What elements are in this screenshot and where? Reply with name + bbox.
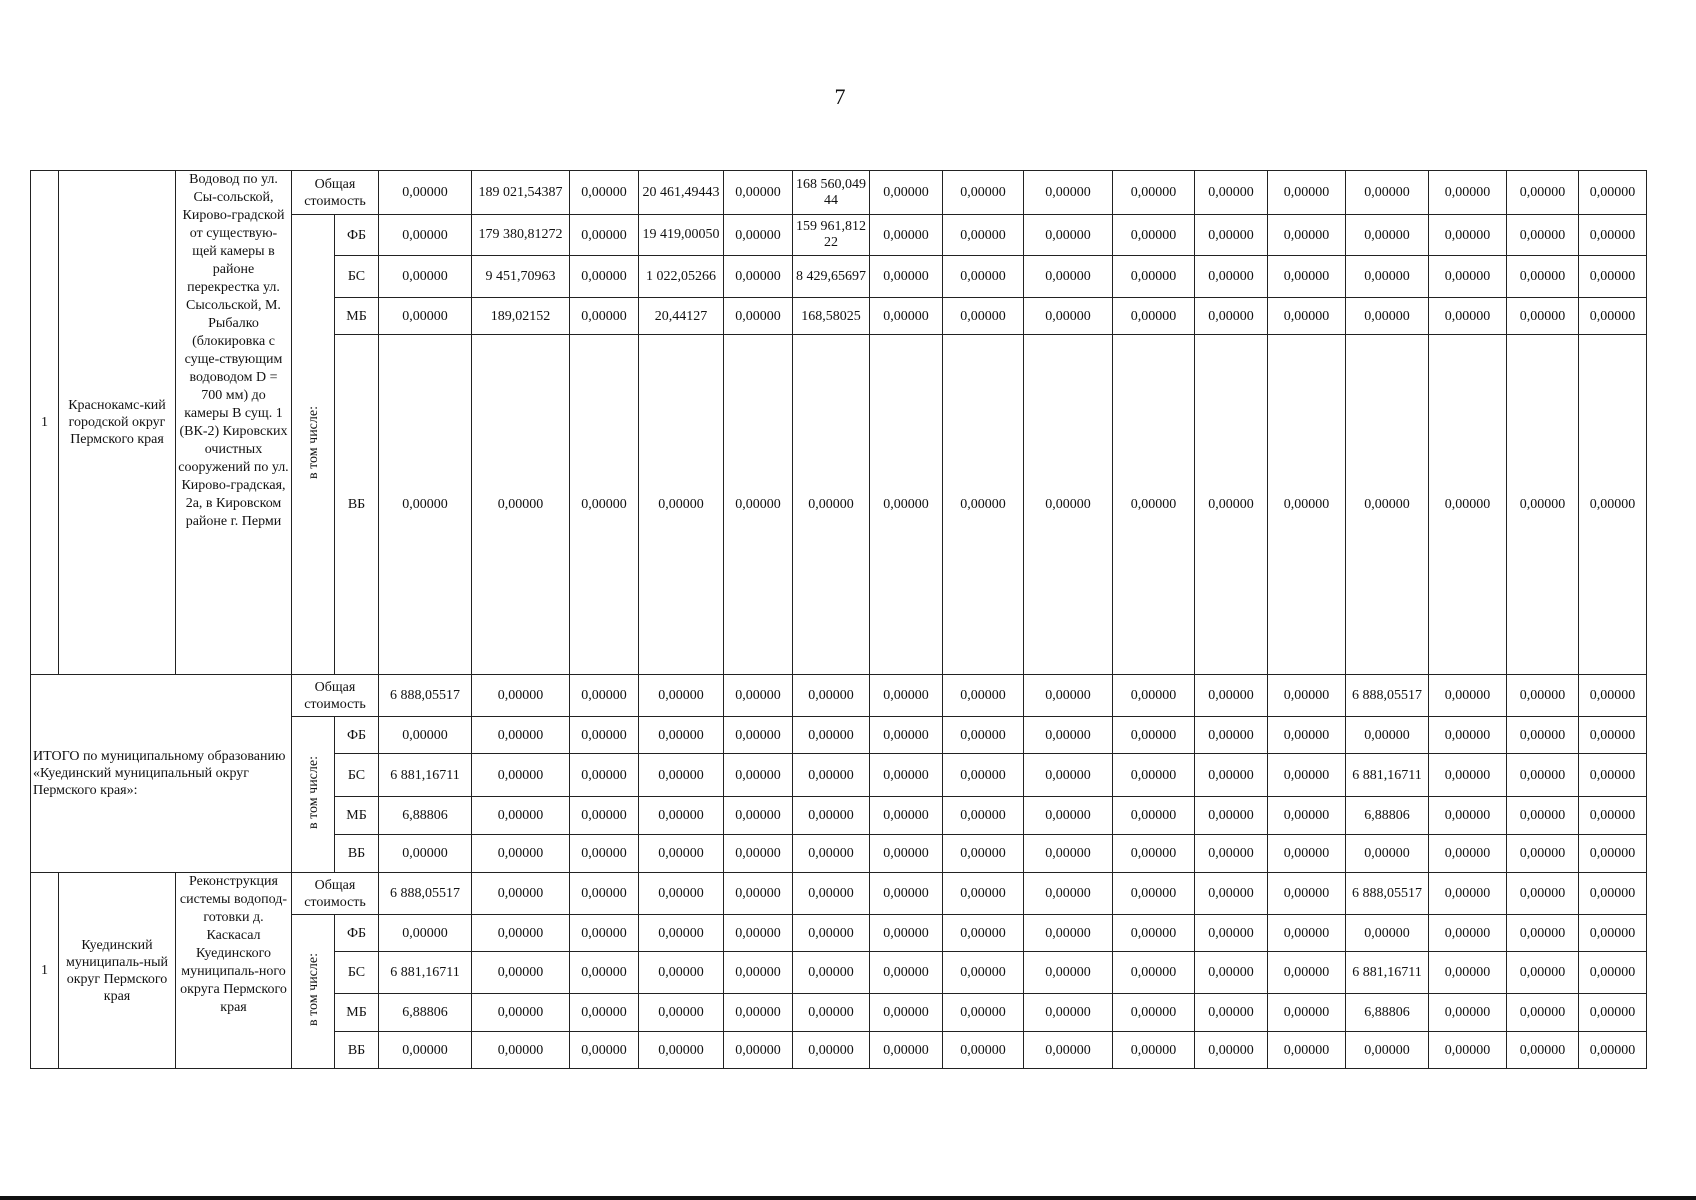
financing-table-wrap: [30, 170, 1646, 1069]
value-cell: 0,00000: [1346, 835, 1429, 873]
value-cell: 6 888,05517: [379, 873, 472, 915]
value-cell: 0,00000: [1024, 952, 1113, 994]
value-cell: 0,00000: [1579, 994, 1647, 1032]
value-cell: 0,00000: [870, 675, 943, 717]
value-cell: 0,00000: [1268, 171, 1346, 215]
value-cell: 0,00000: [1024, 256, 1113, 298]
value-cell: 0,00000: [1113, 952, 1195, 994]
value-cell: 0,00000: [943, 335, 1024, 675]
value-cell: 0,00000: [1579, 873, 1647, 915]
value-cell: 0,00000: [724, 215, 793, 256]
value-cell: 6 888,05517: [1346, 675, 1429, 717]
value-cell: 0,00000: [1024, 675, 1113, 717]
source-label-fb: ФБ: [335, 717, 379, 754]
value-cell: 0,00000: [724, 256, 793, 298]
value-cell: 0,00000: [724, 335, 793, 675]
value-cell: 0,00000: [379, 335, 472, 675]
source-label-fb: ФБ: [335, 215, 379, 256]
value-cell: 0,00000: [1579, 835, 1647, 873]
value-cell: 0,00000: [724, 717, 793, 754]
value-cell: 0,00000: [570, 256, 639, 298]
value-cell: 0,00000: [870, 994, 943, 1032]
value-cell: 168,58025: [793, 298, 870, 335]
value-cell: 0,00000: [1195, 717, 1268, 754]
scan-bottom-edge: [0, 1196, 1696, 1200]
value-cell: 0,00000: [793, 797, 870, 835]
value-cell: 6 888,05517: [379, 675, 472, 717]
object-description-cell: Реконструкция системы водопод-готовки д. Каскасал Куединского муниципаль-ного округа Пермского края: [176, 873, 292, 1069]
value-cell: 0,00000: [1346, 215, 1429, 256]
value-cell: 0,00000: [570, 994, 639, 1032]
value-cell: 179 380,81272: [472, 215, 570, 256]
value-cell: 0,00000: [943, 994, 1024, 1032]
source-label-mb: МБ: [335, 298, 379, 335]
value-cell: 0,00000: [870, 835, 943, 873]
value-cell: 0,00000: [1024, 335, 1113, 675]
value-cell: 0,00000: [1113, 1032, 1195, 1069]
value-cell: 0,00000: [570, 717, 639, 754]
value-cell: 0,00000: [639, 952, 724, 994]
source-label-bs: БС: [335, 952, 379, 994]
value-cell: 0,00000: [793, 675, 870, 717]
value-cell: 0,00000: [1429, 994, 1507, 1032]
value-cell: 6,88806: [379, 994, 472, 1032]
value-cell: 0,00000: [1507, 171, 1579, 215]
value-cell: 6 881,16711: [1346, 754, 1429, 797]
value-cell: 0,00000: [724, 835, 793, 873]
value-cell: 0,00000: [1113, 754, 1195, 797]
value-cell: 0,00000: [379, 717, 472, 754]
municipality-cell: Куединский муниципаль-ный округ Пермского края: [59, 873, 176, 1069]
municipality-cell: Краснокамс-кий городской округ Пермского края: [59, 171, 176, 675]
value-cell: 0,00000: [1024, 1032, 1113, 1069]
value-cell: 0,00000: [1429, 754, 1507, 797]
value-cell: 0,00000: [639, 873, 724, 915]
value-cell: 0,00000: [570, 873, 639, 915]
value-cell: 0,00000: [639, 1032, 724, 1069]
value-cell: 0,00000: [1346, 335, 1429, 675]
row-number-cell: 1: [31, 171, 59, 675]
value-cell: 0,00000: [1113, 915, 1195, 952]
value-cell: 0,00000: [1113, 675, 1195, 717]
value-cell: 0,00000: [639, 835, 724, 873]
value-cell: 0,00000: [639, 717, 724, 754]
value-cell: 0,00000: [570, 215, 639, 256]
value-cell: 6 881,16711: [1346, 952, 1429, 994]
value-cell: 0,00000: [1429, 1032, 1507, 1069]
value-cell: 0,00000: [1113, 994, 1195, 1032]
value-cell: 0,00000: [870, 717, 943, 754]
value-cell: 0,00000: [570, 675, 639, 717]
value-cell: 0,00000: [1268, 994, 1346, 1032]
value-cell: 0,00000: [870, 256, 943, 298]
value-cell: 8 429,65697: [793, 256, 870, 298]
value-cell: 0,00000: [1024, 994, 1113, 1032]
value-cell: 6,88806: [1346, 994, 1429, 1032]
summary-title-cell: ИТОГО по муниципальному образованию «Куединский муниципальный округ Пермского края»:: [31, 675, 292, 873]
total-cost-label: Общая стоимость: [292, 171, 379, 215]
value-cell: 0,00000: [1579, 797, 1647, 835]
value-cell: 0,00000: [793, 915, 870, 952]
value-cell: 0,00000: [1346, 717, 1429, 754]
value-cell: 0,00000: [1113, 717, 1195, 754]
value-cell: 0,00000: [1268, 675, 1346, 717]
value-cell: 1 022,05266: [639, 256, 724, 298]
value-cell: 0,00000: [1579, 717, 1647, 754]
value-cell: 0,00000: [724, 915, 793, 952]
value-cell: 0,00000: [1346, 915, 1429, 952]
value-cell: 0,00000: [379, 1032, 472, 1069]
value-cell: 0,00000: [639, 994, 724, 1032]
value-cell: 0,00000: [724, 1032, 793, 1069]
value-cell: 0,00000: [379, 835, 472, 873]
value-cell: 0,00000: [943, 952, 1024, 994]
value-cell: 6 881,16711: [379, 952, 472, 994]
value-cell: 0,00000: [1024, 754, 1113, 797]
value-cell: 0,00000: [1195, 994, 1268, 1032]
value-cell: 0,00000: [1195, 1032, 1268, 1069]
value-cell: 0,00000: [1268, 215, 1346, 256]
value-cell: 0,00000: [1195, 675, 1268, 717]
value-cell: 0,00000: [639, 915, 724, 952]
including-label-cell: [292, 915, 335, 1069]
value-cell: 0,00000: [1507, 873, 1579, 915]
value-cell: 0,00000: [1024, 835, 1113, 873]
source-label-mb: МБ: [335, 797, 379, 835]
value-cell: 0,00000: [1579, 171, 1647, 215]
value-cell: 0,00000: [472, 994, 570, 1032]
value-cell: 19 419,00050: [639, 215, 724, 256]
value-cell: 0,00000: [1507, 335, 1579, 675]
value-cell: 6,88806: [1346, 797, 1429, 835]
value-cell: 0,00000: [1024, 915, 1113, 952]
value-cell: 0,00000: [1429, 873, 1507, 915]
value-cell: 0,00000: [724, 952, 793, 994]
value-cell: 0,00000: [1024, 171, 1113, 215]
source-label-bs: БС: [335, 754, 379, 797]
value-cell: 0,00000: [1579, 1032, 1647, 1069]
value-cell: 0,00000: [1579, 256, 1647, 298]
value-cell: 0,00000: [943, 873, 1024, 915]
value-cell: 0,00000: [570, 754, 639, 797]
including-label-cell: [292, 215, 335, 675]
total-cost-label: Общая стоимость: [292, 873, 379, 915]
value-cell: 0,00000: [570, 335, 639, 675]
value-cell: 0,00000: [1195, 335, 1268, 675]
including-label: в том числе:: [305, 952, 321, 1026]
value-cell: 0,00000: [1113, 873, 1195, 915]
value-cell: 0,00000: [472, 952, 570, 994]
value-cell: 0,00000: [570, 952, 639, 994]
value-cell: 0,00000: [1024, 873, 1113, 915]
financing-table: [30, 170, 1647, 1069]
value-cell: 0,00000: [1507, 994, 1579, 1032]
value-cell: 0,00000: [1579, 675, 1647, 717]
value-cell: 0,00000: [1507, 1032, 1579, 1069]
value-cell: 0,00000: [1346, 171, 1429, 215]
value-cell: 0,00000: [793, 335, 870, 675]
value-cell: 0,00000: [472, 797, 570, 835]
value-cell: 0,00000: [1346, 256, 1429, 298]
value-cell: 0,00000: [870, 754, 943, 797]
value-cell: 0,00000: [870, 915, 943, 952]
including-label: в том числе:: [305, 755, 321, 829]
value-cell: 0,00000: [1429, 797, 1507, 835]
source-label-bs: БС: [335, 256, 379, 298]
value-cell: 0,00000: [1024, 717, 1113, 754]
value-cell: 0,00000: [1268, 797, 1346, 835]
value-cell: 20,44127: [639, 298, 724, 335]
value-cell: 0,00000: [1429, 717, 1507, 754]
value-cell: 0,00000: [1113, 215, 1195, 256]
value-cell: 0,00000: [379, 915, 472, 952]
value-cell: 0,00000: [724, 797, 793, 835]
value-cell: 168 560,04944: [793, 171, 870, 215]
value-cell: 0,00000: [1195, 835, 1268, 873]
value-cell: 0,00000: [379, 171, 472, 215]
value-cell: 0,00000: [793, 754, 870, 797]
value-cell: 189 021,54387: [472, 171, 570, 215]
value-cell: 0,00000: [1429, 675, 1507, 717]
value-cell: 0,00000: [1579, 754, 1647, 797]
value-cell: 0,00000: [1579, 915, 1647, 952]
value-cell: 0,00000: [870, 335, 943, 675]
value-cell: 0,00000: [1024, 298, 1113, 335]
value-cell: 0,00000: [570, 298, 639, 335]
value-cell: 0,00000: [870, 873, 943, 915]
value-cell: 0,00000: [1268, 835, 1346, 873]
value-cell: 0,00000: [639, 797, 724, 835]
value-cell: 0,00000: [1113, 835, 1195, 873]
value-cell: 0,00000: [472, 675, 570, 717]
value-cell: 0,00000: [1268, 335, 1346, 675]
source-label-fb: ФБ: [335, 915, 379, 952]
value-cell: 0,00000: [1346, 298, 1429, 335]
value-cell: 0,00000: [1113, 335, 1195, 675]
value-cell: 0,00000: [379, 256, 472, 298]
value-cell: 0,00000: [1429, 915, 1507, 952]
value-cell: 0,00000: [1113, 298, 1195, 335]
row-number-cell: 1: [31, 873, 59, 1069]
value-cell: 0,00000: [793, 994, 870, 1032]
value-cell: 0,00000: [943, 215, 1024, 256]
value-cell: 0,00000: [724, 754, 793, 797]
value-cell: 0,00000: [1195, 215, 1268, 256]
value-cell: 0,00000: [1268, 717, 1346, 754]
value-cell: 6 881,16711: [379, 754, 472, 797]
value-cell: 0,00000: [639, 754, 724, 797]
value-cell: 0,00000: [1429, 298, 1507, 335]
page-number: 7: [834, 84, 846, 109]
value-cell: 0,00000: [1024, 797, 1113, 835]
value-cell: 0,00000: [1113, 797, 1195, 835]
value-cell: 0,00000: [1579, 298, 1647, 335]
value-cell: 0,00000: [1268, 754, 1346, 797]
value-cell: 0,00000: [724, 298, 793, 335]
value-cell: 0,00000: [1429, 171, 1507, 215]
value-cell: 0,00000: [1195, 298, 1268, 335]
value-cell: 0,00000: [1346, 1032, 1429, 1069]
value-cell: 0,00000: [724, 675, 793, 717]
value-cell: 0,00000: [1268, 915, 1346, 952]
value-cell: 0,00000: [1195, 797, 1268, 835]
value-cell: 0,00000: [793, 952, 870, 994]
value-cell: 0,00000: [1507, 915, 1579, 952]
value-cell: 0,00000: [472, 1032, 570, 1069]
value-cell: 0,00000: [1195, 256, 1268, 298]
value-cell: 0,00000: [570, 1032, 639, 1069]
value-cell: 0,00000: [870, 215, 943, 256]
value-cell: 0,00000: [943, 675, 1024, 717]
value-cell: 0,00000: [1579, 215, 1647, 256]
value-cell: 0,00000: [793, 1032, 870, 1069]
value-cell: 0,00000: [943, 754, 1024, 797]
value-cell: 6,88806: [379, 797, 472, 835]
value-cell: 0,00000: [724, 171, 793, 215]
value-cell: 0,00000: [793, 717, 870, 754]
value-cell: 0,00000: [472, 754, 570, 797]
value-cell: 0,00000: [870, 298, 943, 335]
including-label: в том числе:: [305, 405, 321, 479]
value-cell: 0,00000: [1195, 171, 1268, 215]
source-label-vb: ВБ: [335, 1032, 379, 1069]
value-cell: 0,00000: [570, 171, 639, 215]
value-cell: 0,00000: [1579, 335, 1647, 675]
table-row: [31, 171, 1647, 215]
value-cell: 189,02152: [472, 298, 570, 335]
value-cell: 0,00000: [1195, 754, 1268, 797]
value-cell: 0,00000: [943, 835, 1024, 873]
value-cell: 0,00000: [1195, 873, 1268, 915]
value-cell: 0,00000: [943, 717, 1024, 754]
table-row: [31, 675, 1647, 717]
value-cell: 0,00000: [1113, 256, 1195, 298]
value-cell: 0,00000: [472, 835, 570, 873]
value-cell: 159 961,81222: [793, 215, 870, 256]
table-body: [31, 171, 1647, 1069]
value-cell: 0,00000: [1507, 675, 1579, 717]
value-cell: 0,00000: [639, 675, 724, 717]
total-cost-label: Общая стоимость: [292, 675, 379, 717]
value-cell: 0,00000: [793, 873, 870, 915]
value-cell: 0,00000: [1507, 797, 1579, 835]
object-description-cell: Водовод по ул. Сы-сольской, Кирово-градской от существую-щей камеры в районе перекрестка ул. Сысольской, М. Рыбалко (блокировка с суще-ствующим водоводом D = 700 мм) до камеры В сущ. 1 (ВК-2) Кировских очистных сооружений по ул. Кирово-градская, 2а, в Кировском районе г. Перми: [176, 171, 292, 675]
value-cell: 0,00000: [1113, 171, 1195, 215]
value-cell: 0,00000: [1268, 298, 1346, 335]
value-cell: 6 888,05517: [1346, 873, 1429, 915]
value-cell: 0,00000: [639, 335, 724, 675]
value-cell: 0,00000: [870, 797, 943, 835]
value-cell: 0,00000: [1507, 298, 1579, 335]
value-cell: 20 461,49443: [639, 171, 724, 215]
value-cell: 0,00000: [943, 797, 1024, 835]
value-cell: 0,00000: [1195, 952, 1268, 994]
value-cell: 0,00000: [1268, 952, 1346, 994]
value-cell: 0,00000: [724, 873, 793, 915]
value-cell: 0,00000: [1507, 717, 1579, 754]
table-row: [31, 873, 1647, 915]
source-label-mb: МБ: [335, 994, 379, 1032]
value-cell: 0,00000: [1507, 215, 1579, 256]
value-cell: 0,00000: [724, 994, 793, 1032]
value-cell: 0,00000: [1024, 215, 1113, 256]
value-cell: 0,00000: [472, 335, 570, 675]
value-cell: 0,00000: [1268, 256, 1346, 298]
value-cell: 0,00000: [1429, 215, 1507, 256]
value-cell: 0,00000: [1268, 1032, 1346, 1069]
value-cell: 0,00000: [1429, 256, 1507, 298]
value-cell: 0,00000: [1268, 873, 1346, 915]
value-cell: 0,00000: [1579, 952, 1647, 994]
value-cell: 0,00000: [1429, 835, 1507, 873]
value-cell: 0,00000: [943, 915, 1024, 952]
source-label-vb: ВБ: [335, 335, 379, 675]
value-cell: 0,00000: [1507, 835, 1579, 873]
value-cell: 0,00000: [870, 952, 943, 994]
value-cell: 0,00000: [472, 717, 570, 754]
value-cell: 9 451,70963: [472, 256, 570, 298]
value-cell: 0,00000: [570, 797, 639, 835]
value-cell: 0,00000: [472, 915, 570, 952]
value-cell: 0,00000: [379, 298, 472, 335]
value-cell: 0,00000: [1507, 754, 1579, 797]
value-cell: 0,00000: [570, 915, 639, 952]
value-cell: 0,00000: [943, 171, 1024, 215]
value-cell: 0,00000: [870, 171, 943, 215]
value-cell: 0,00000: [379, 215, 472, 256]
including-label-cell: [292, 717, 335, 873]
value-cell: 0,00000: [1195, 915, 1268, 952]
value-cell: 0,00000: [570, 835, 639, 873]
value-cell: 0,00000: [1507, 256, 1579, 298]
value-cell: 0,00000: [1429, 952, 1507, 994]
value-cell: 0,00000: [943, 256, 1024, 298]
value-cell: 0,00000: [943, 298, 1024, 335]
value-cell: 0,00000: [870, 1032, 943, 1069]
value-cell: 0,00000: [793, 835, 870, 873]
value-cell: 0,00000: [472, 873, 570, 915]
source-label-vb: ВБ: [335, 835, 379, 873]
value-cell: 0,00000: [943, 1032, 1024, 1069]
value-cell: 0,00000: [1429, 335, 1507, 675]
value-cell: 0,00000: [1507, 952, 1579, 994]
